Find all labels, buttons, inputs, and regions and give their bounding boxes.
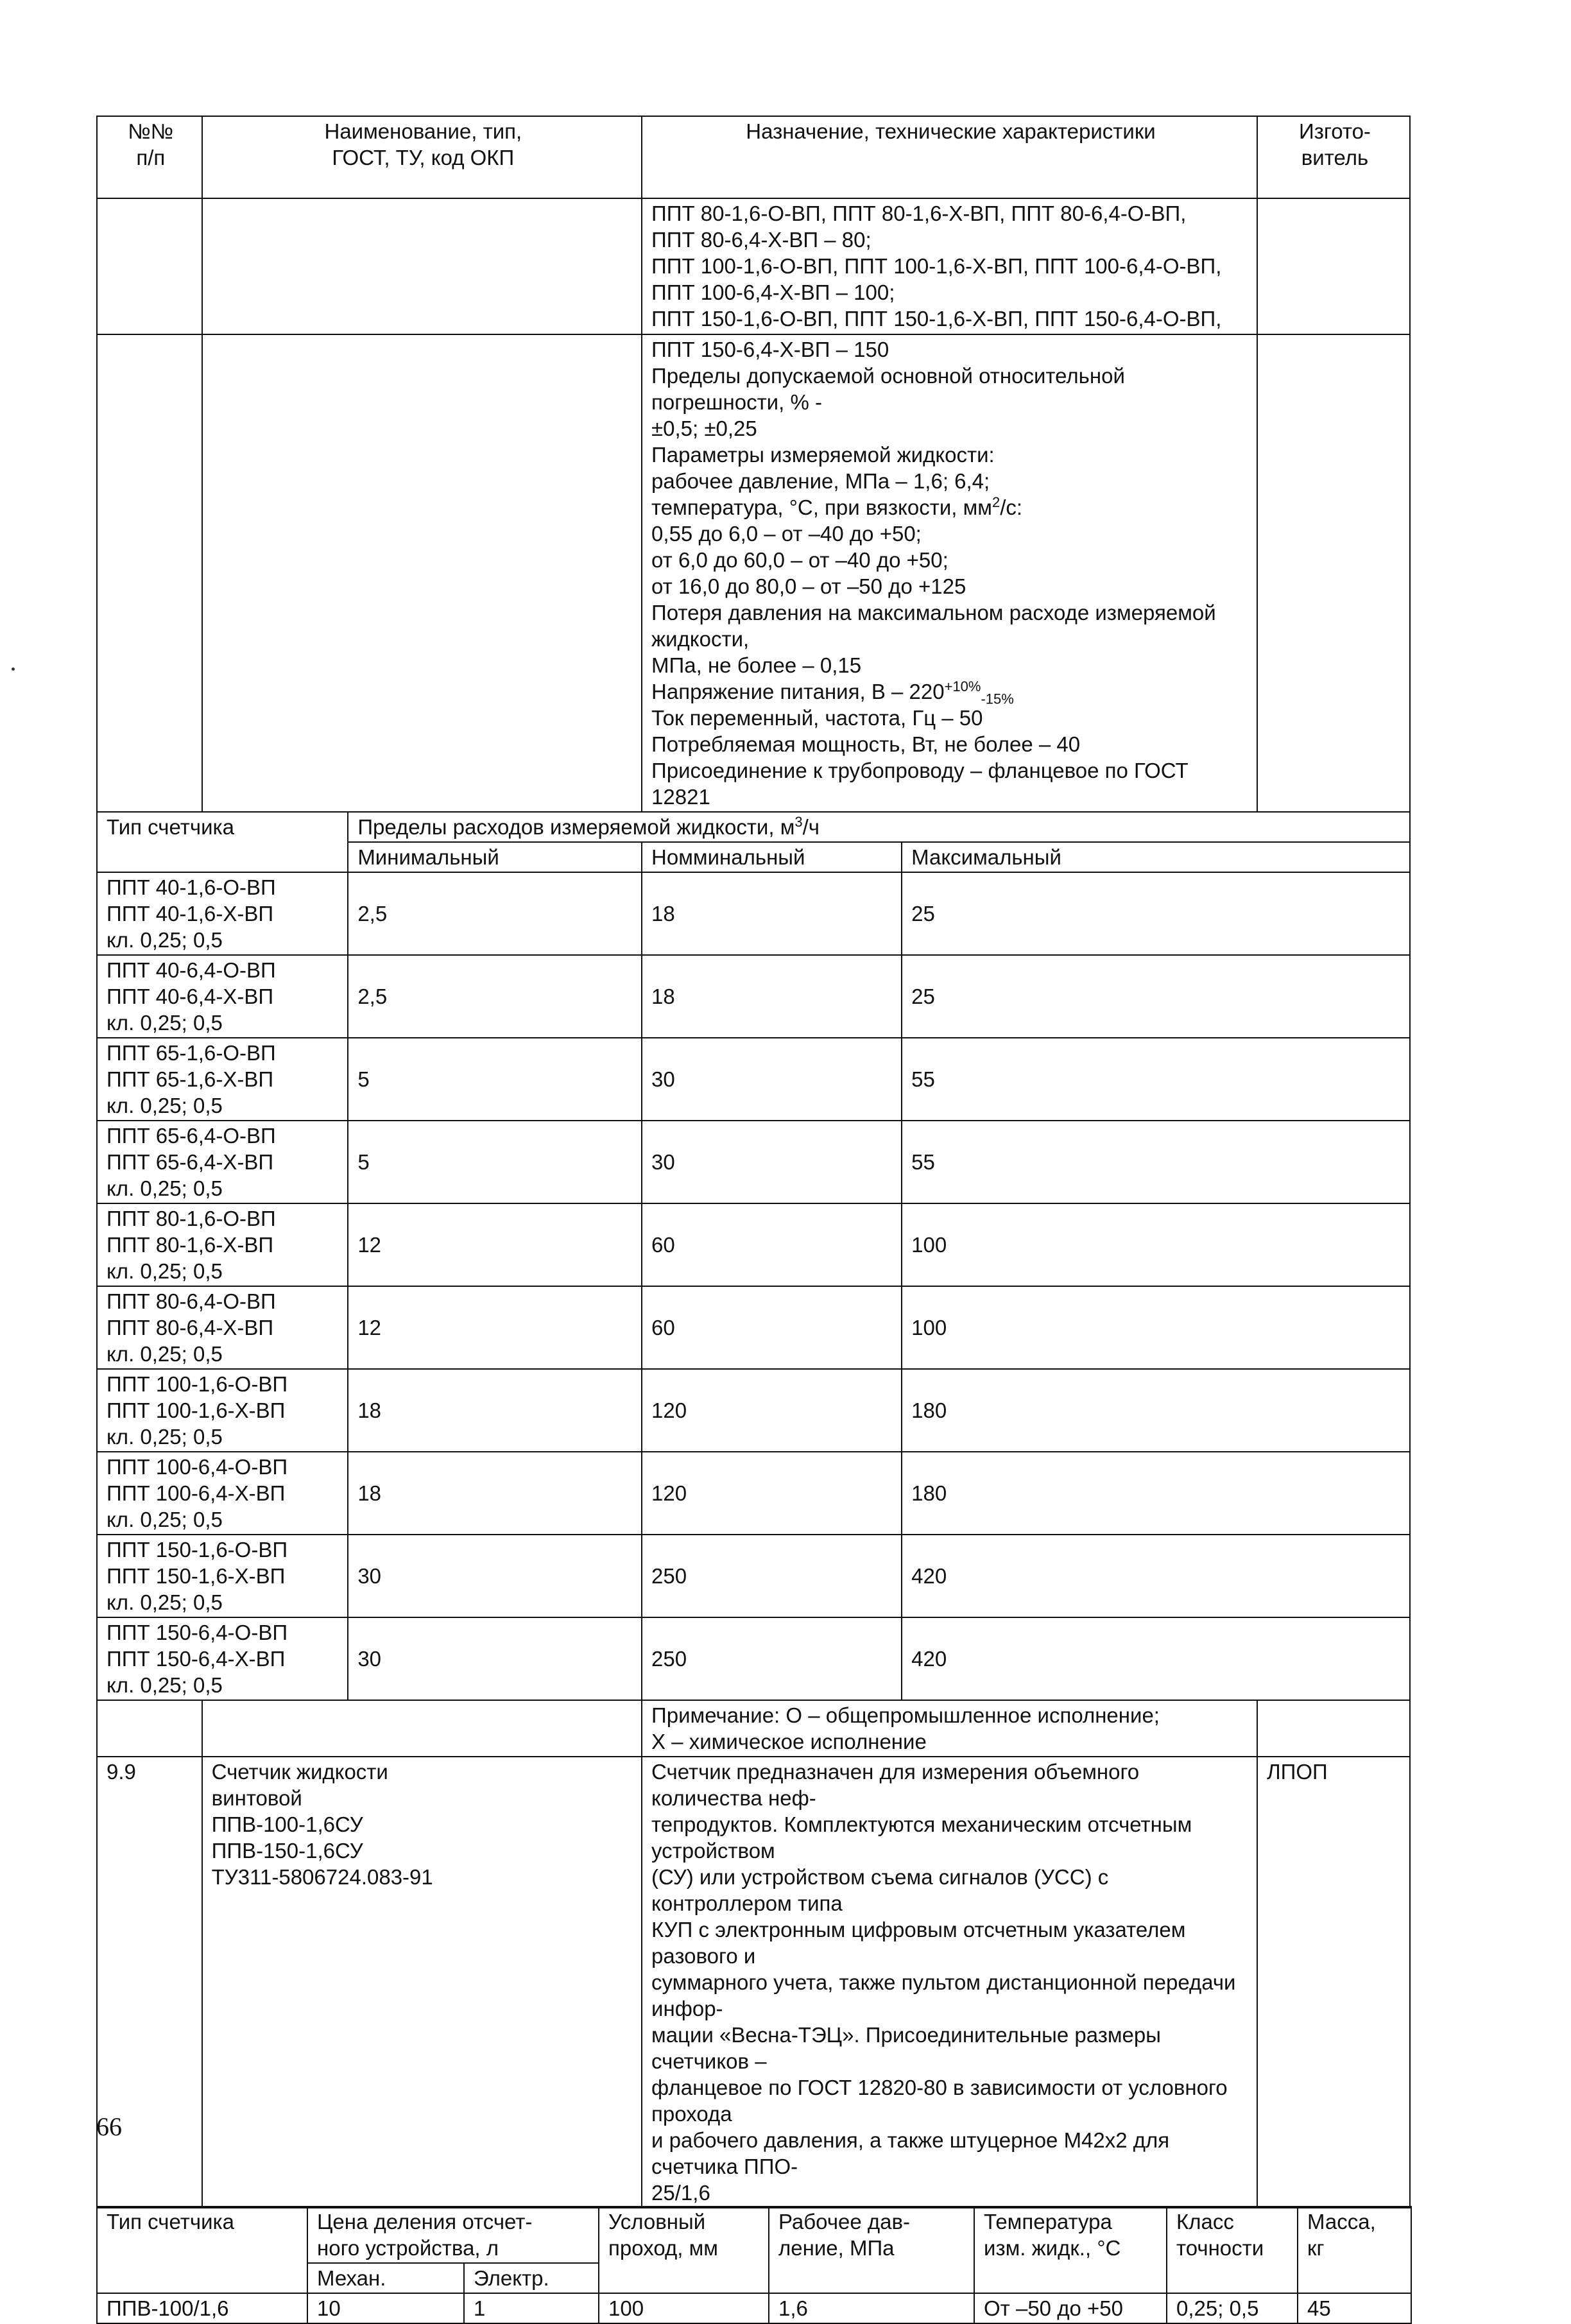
header-name: Наименование, тип, ГОСТ, ТУ, код ОКП: [202, 116, 642, 198]
header-purpose: Назначение, технические характеристики: [642, 116, 1257, 198]
flow-row: [97, 1452, 1410, 1535]
flow-row: [97, 1121, 1410, 1203]
flow-row-type: ППТ 100-6,4-О-ВП ППТ 100-6,4-Х-ВП кл. 0,25; 0,5: [97, 1452, 348, 1535]
ppv-elec: 1: [464, 2293, 599, 2323]
item-9-9-row: [97, 1757, 1410, 2208]
ppv-class-label: Класс точности: [1167, 2207, 1298, 2293]
flow-row-min: 30: [348, 1535, 642, 1617]
ppv-dn-label: Условный проход, мм: [599, 2207, 769, 2293]
ppv-grid: [96, 2206, 1412, 2324]
ppv-elec-label: Электр.: [464, 2263, 599, 2293]
flow-row-min: 2,5: [348, 955, 642, 1038]
ppv-mass: 45: [1298, 2293, 1411, 2323]
item-9-9-maker: ЛПОП: [1257, 1757, 1410, 2208]
item-9-9-num: 9.9: [97, 1757, 202, 2208]
ppv-price-label: Цена деления отсчет- ного устройства, л: [307, 2207, 599, 2263]
flow-row-nom: 60: [642, 1286, 902, 1369]
flow-row-type: ППТ 65-1,6-О-ВП ППТ 65-1,6-Х-ВП кл. 0,25; 0,5: [97, 1038, 348, 1121]
flow-row: [97, 1038, 1410, 1121]
flow-row-min: 18: [348, 1369, 642, 1452]
ppv-mech: 10: [307, 2293, 464, 2323]
flow-row-min: 30: [348, 1617, 642, 1700]
ppv-pressure-label: Рабочее дав- ление, МПа: [769, 2207, 974, 2293]
continuation-row-1: [97, 198, 1410, 334]
flow-row-type: ППТ 150-6,4-О-ВП ППТ 150-6,4-Х-ВП кл. 0,25; 0,5: [97, 1617, 348, 1700]
header-row: [97, 116, 1410, 198]
continuation-row-2: [97, 334, 1410, 812]
flow-row: [97, 1535, 1410, 1617]
flow-row-min: 12: [348, 1286, 642, 1369]
flow-row-max: 55: [902, 1121, 1410, 1203]
flow-row-nom: 120: [642, 1369, 902, 1452]
flow-type-label: Тип счетчика: [97, 812, 348, 872]
main-table: [96, 116, 1411, 2208]
flow-row-nom: 250: [642, 1617, 902, 1700]
flow-row-nom: 120: [642, 1452, 902, 1535]
flow-row: [97, 1203, 1410, 1286]
flow-row-max: 100: [902, 1203, 1410, 1286]
flow-row-min: 12: [348, 1203, 642, 1286]
flow-row-nom: 60: [642, 1203, 902, 1286]
flow-row-min: 5: [348, 1038, 642, 1121]
ppv-temp-label: Температура изм. жидк., °С: [974, 2207, 1167, 2293]
flow-min-label: Минимальный: [348, 842, 642, 872]
flow-row-max: 25: [902, 955, 1410, 1038]
continuation-text-1: ППТ 80-1,6-О-ВП, ППТ 80-1,6-Х-ВП, ППТ 80-6,4-О-ВП, ППТ 80-6,4-Х-ВП – 80; ППТ 100-1,6-О-ВП, ППТ 100-1,6-Х-ВП, ППТ 100-6,4-О-ВП, ППТ 100-6,4-Х-ВП – 100; ППТ 150-1,6-О-ВП, ППТ 150-1,6-Х-ВП, ППТ 150-6,4-О-ВП,: [642, 198, 1257, 334]
flow-row-min: 5: [348, 1121, 642, 1203]
flow-limits-label: Пределы расходов измеряемой жидкости, $м^3/ч$: [348, 812, 1410, 842]
ppv-pressure: 1,6: [769, 2293, 974, 2323]
header-num: №№ п/п: [97, 116, 202, 198]
header-maker: Изгото- витель: [1257, 116, 1410, 198]
ppv-class: 0,25; 0,5: [1167, 2293, 1298, 2323]
ppv-type-label: Тип счетчика: [97, 2207, 307, 2293]
flow-row-type: ППТ 40-1,6-О-ВП ППТ 40-1,6-Х-ВП кл. 0,25; 0,5: [97, 872, 348, 955]
note-row: [97, 1700, 1410, 1757]
flow-row-nom: 18: [642, 955, 902, 1038]
flow-row: [97, 1369, 1410, 1452]
flow-row-type: ППТ 80-6,4-О-ВП ППТ 80-6,4-Х-ВП кл. 0,25; 0,5: [97, 1286, 348, 1369]
flow-row-max: 180: [902, 1452, 1410, 1535]
flow-row-type: ППТ 65-6,4-О-ВП ППТ 65-6,4-Х-ВП кл. 0,25; 0,5: [97, 1121, 348, 1203]
flow-row-max: 420: [902, 1535, 1410, 1617]
flow-row-nom: 18: [642, 872, 902, 955]
page-number: 66: [96, 2112, 122, 2141]
flow-row: [97, 1286, 1410, 1369]
flow-row-type: ППТ 80-1,6-О-ВП ППТ 80-1,6-Х-ВП кл. 0,25; 0,5: [97, 1203, 348, 1286]
flow-max-label: Максимальный: [902, 842, 1410, 872]
flow-nom-label: Номминальный: [642, 842, 902, 872]
ppv-mech-label: Механ.: [307, 2263, 464, 2293]
document-page: [96, 116, 1411, 2324]
flow-row: [97, 955, 1410, 1038]
flow-row-type: ППТ 150-1,6-О-ВП ППТ 150-1,6-Х-ВП кл. 0,25; 0,5: [97, 1535, 348, 1617]
ppv-header-row: [97, 2207, 1411, 2263]
flow-row: [97, 1617, 1410, 1700]
item-9-9-name: Счетчик жидкости винтовой ППВ-100-1,6СУ ППВ-150-1,6СУ ТУ311-5806724.083-91: [202, 1757, 642, 2208]
ppv-mass-label: Масса, кг: [1298, 2207, 1411, 2293]
flow-row-min: 18: [348, 1452, 642, 1535]
item-9-9-purpose: Счетчик предназначен для измерения объемного количества неф- тепродуктов. Комплектуются механическим отсчетным устройством (СУ) или устройством съема сигналов (УСС) с контроллером типа КУП с электронным цифровым отсчетным указателем разового и суммарного учета, также пультом дистанционной передачи инфор- мации «Весна-ТЭЦ». Присоединительные размеры счетчиков – фланцевое по ГОСТ 12820-80 в зависимости от условного прохода и рабочего давления, а также штуцерное М42х2 для счетчика ППО- 25/1,6: [642, 1757, 1257, 2208]
flow-row-max: 25: [902, 872, 1410, 955]
ppv-type: ППВ-100/1,6: [97, 2293, 307, 2323]
flow-row-max: 180: [902, 1369, 1410, 1452]
scan-speck: [12, 667, 15, 671]
flow-row-max: 55: [902, 1038, 1410, 1121]
flow-row-nom: 30: [642, 1038, 902, 1121]
flow-row-nom: 250: [642, 1535, 902, 1617]
ppv-data-row: [97, 2293, 1411, 2323]
flow-row-nom: 30: [642, 1121, 902, 1203]
flow-row-type: ППТ 100-1,6-О-ВП ППТ 100-1,6-Х-ВП кл. 0,25; 0,5: [97, 1369, 348, 1452]
ppv-temp: От –50 до +50: [974, 2293, 1167, 2323]
flow-row: [97, 872, 1410, 955]
flow-rows: [97, 872, 1410, 1700]
flow-row-type: ППТ 40-6,4-О-ВП ППТ 40-6,4-Х-ВП кл. 0,25; 0,5: [97, 955, 348, 1038]
flow-row-max: 420: [902, 1617, 1410, 1700]
note-text: Примечание: О – общепромышленное исполнение; Х – химическое исполнение: [642, 1700, 1257, 1757]
flow-row-min: 2,5: [348, 872, 642, 955]
flow-row-max: 100: [902, 1286, 1410, 1369]
flow-header-row: [97, 812, 1410, 842]
continuation-text-2: ППТ 150-6,4-Х-ВП – 150 Пределы допускаемой основной относительной погрешности, % - ±0,5; ±0,25 Параметры измеряемой жидкости: рабочее давление, МПа – 1,6; 6,4; температура, °С, при вязкости, $мм^2/с$: 0,55 до 6,0 – от –40 до +50; от 6,0 до 60,0 – от –40 до +50; от 16,0 до 80,0 – от –50 до +125 Потеря давления на максимальном расходе измеряемой жидкости, МПа, не более – 0,15 Напряжение питания, В – $220^{+10\%}_{-15\%}$ Ток переменный, частота, Гц – 50 Потребляемая мощность, Вт, не более – 40 Присоединение к трубопроводу – фланцевое по ГОСТ 12821: [642, 334, 1257, 812]
ppv-dn: 100: [599, 2293, 769, 2323]
